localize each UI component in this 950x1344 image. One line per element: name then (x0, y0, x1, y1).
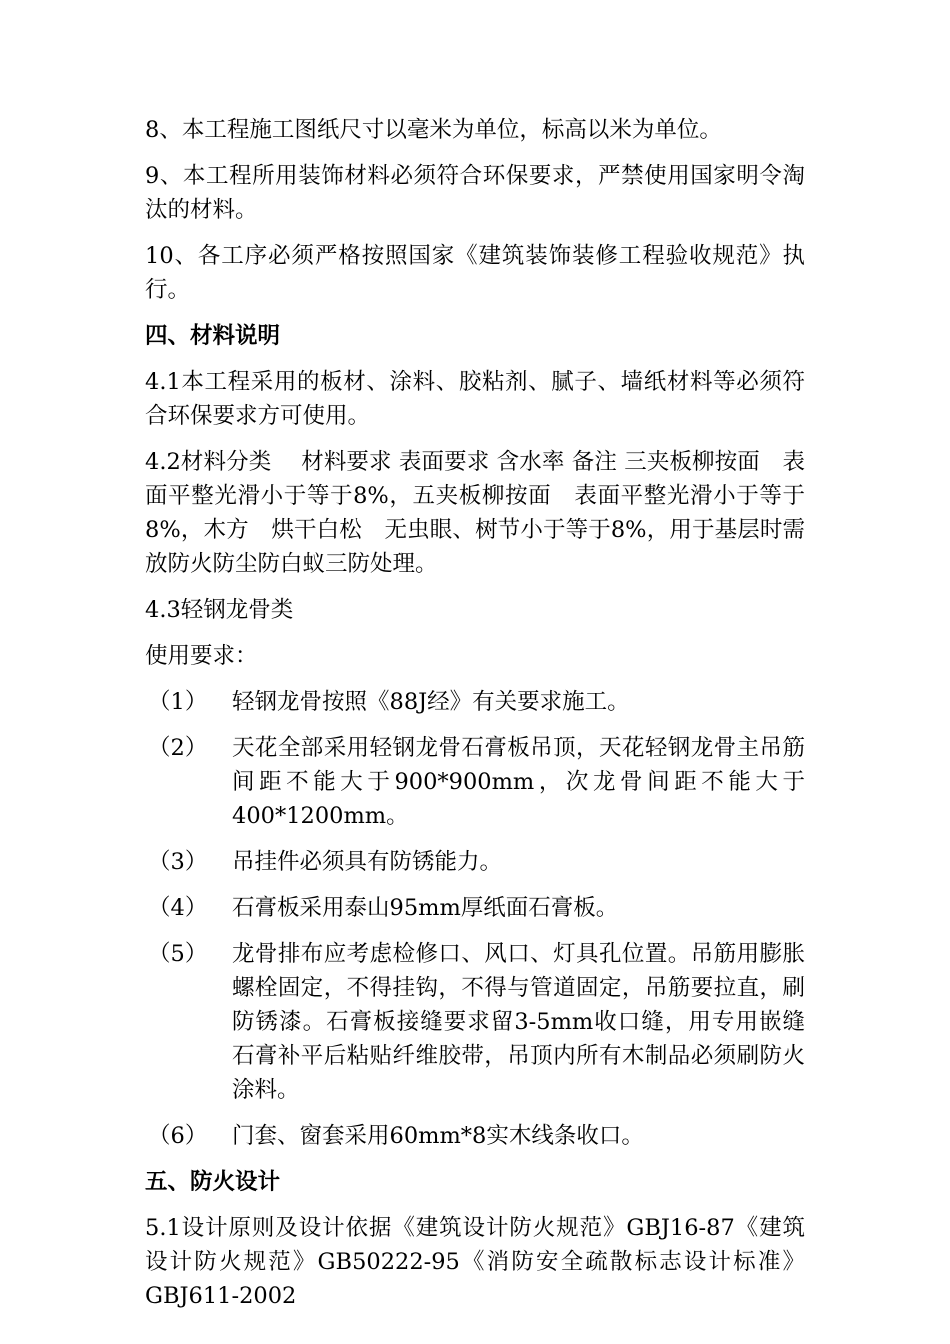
list-item (145, 891, 805, 925)
paragraph-4-1: 4.1本工程采用的板材、涂料、胶粘剂、腻子、墙纸材料等必须符合环保要求方可使用。 (145, 369, 805, 429)
list-item (145, 937, 805, 1107)
list-item-number: （6） (148, 1123, 208, 1149)
paragraph-8: 8、本工程施工图纸尺寸以毫米为单位，标高以米为单位。 (145, 117, 722, 143)
list-item-number: （4） (148, 895, 208, 921)
list-item-number: （5） (148, 941, 208, 967)
list-item (145, 845, 805, 879)
paragraph-5-1: 5.1设计原则及设计依据《建筑设计防火规范》GBJ16-87《建筑设计防火规范》GB50222-95《消防安全疏散标志设计标准》GBJ611-2002 (145, 1215, 805, 1309)
list-item-number: （2） (148, 735, 208, 761)
list-item-text: 龙骨排布应考虑检修口、风口、灯具孔位置。吊筋用膨胀螺栓固定，不得挂钩，不得与管道固定，吊筋要拉直，刷防锈漆。石膏板接缝要求留3-5mm收口缝，用专用嵌缝石膏补平后粘贴纤维胶带，吊顶内所有木制品必须刷防火涂料。 (232, 941, 805, 1103)
list-item-number: （3） (148, 849, 208, 875)
section-heading-fire-design: 五、防火设计 (145, 1169, 281, 1195)
list-item (145, 685, 805, 719)
list-item (145, 731, 805, 833)
document-page (145, 113, 805, 1325)
list-item-text: 吊挂件必须具有防锈能力。 (232, 849, 503, 875)
list-item-text: 石膏板采用泰山95mm厚纸面石膏板。 (232, 895, 619, 921)
paragraph-4-3: 4.3轻钢龙骨类 (145, 597, 294, 623)
list-item-text: 天花全部采用轻钢龙骨石膏板吊顶，天花轻钢龙骨主吊筋间距不能大于900*900mm，次龙骨间距不能大于400*1200mm。 (232, 735, 805, 829)
list-item-text: 轻钢龙骨按照《88J经》有关要求施工。 (232, 689, 630, 715)
list-item-text: 门套、窗套采用60mm*8实木线条收口。 (232, 1123, 644, 1149)
list-item (145, 1119, 805, 1153)
list-item-number: （1） (148, 689, 208, 715)
paragraph-4-2: 4.2材料分类 材料要求 表面要求 含水率 备注 三夹板柳按面 表面平整光滑小于等于8%，五夹板柳按面 表面平整光滑小于等于8%，木方 烘干白松 无虫眼、树节小于等于8%，用于基层时需放防火防尘防白蚁三防处理。 (145, 449, 805, 577)
paragraph-9: 9、本工程所用装饰材料必须符合环保要求，严禁使用国家明令淘汰的材料。 (145, 163, 805, 223)
section-heading-materials: 四、材料说明 (145, 323, 281, 349)
usage-requirements-label: 使用要求： (145, 643, 258, 669)
paragraph-10: 10、各工序必须严格按照国家《建筑装饰装修工程验收规范》执行。 (145, 243, 805, 303)
